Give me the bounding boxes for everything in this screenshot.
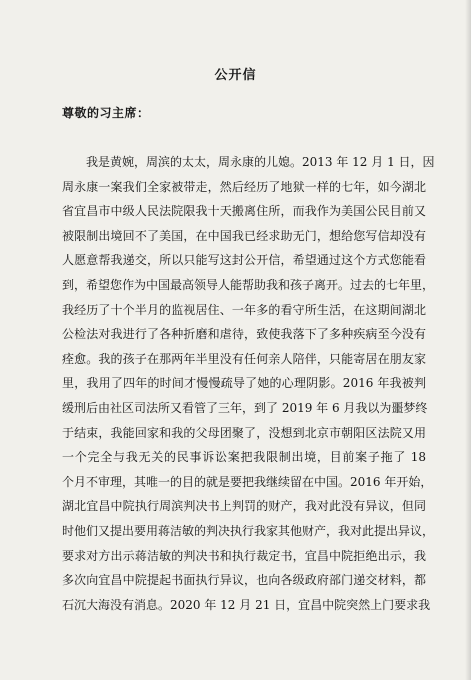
body-line: 时他们又提出要用蒋洁敏的判决执行我家其他财产，我对此提出异议， (62, 523, 435, 538)
body-line: 要求对方出示蒋洁敏的判决书和执行裁定书，宜昌中院拒绝出示，我 (62, 548, 426, 563)
body-line: 多次向宜昌中院提起书面执行异议，也向各级政府部门递交材料，都 (62, 573, 426, 588)
letter-salutation: 尊敬的习主席： (62, 106, 150, 120)
body-line: 到，希望您作为中国最高领导人能帮助我和孩子离开。过去的七年里， (62, 277, 435, 292)
body-line: 人愿意帮我递交，所以只能写这封公开信，希望通过这个方式您能看 (62, 253, 426, 268)
body-line: 被限制出境回不了美国，在中国我已经求助无门，想给您写信却没有 (62, 228, 426, 243)
body-line: 石沉大海没有消息。2020 年 12 月 21 日，宜昌中院突然上门要求我 (62, 597, 431, 612)
body-line: 周永康一案我们全家被带走，然后经历了地狱一样的七年，如今湖北 (62, 179, 426, 194)
letter-body (62, 150, 435, 617)
body-line: 于结束，我能回家和我的父母团聚了，没想到北京市朝阳区法院又用 (62, 425, 426, 440)
body-line: 一个完全与我无关的民事诉讼案把我限制出境，目前案子拖了 18 (62, 450, 426, 465)
body-line: 缓刑后由社区司法所又看管了三年，到了 2019 年 6 月我以为噩梦终 (62, 400, 428, 415)
body-line: 痊愈。我的孩子在那两年半里没有任何亲人陪伴，只能寄居在朋友家 (62, 351, 426, 366)
letter-title: 公开信 (214, 68, 257, 83)
body-line: 省宜昌市中级人民法院限我十天搬离住所，而我作为美国公民目前又 (62, 204, 426, 219)
body-line: 湖北宜昌中院执行周滨判决书上判罚的财产，我对此没有异议，但同 (62, 499, 426, 514)
page-edge-shadow (465, 0, 471, 680)
body-line: 个月不审理，其唯一的目的就是要把我继续留在中国。2016 年开始， (62, 474, 433, 489)
body-line: 我经历了十个半月的监视居住、一年多的看守所生活，在这期间湖北 (62, 302, 426, 317)
body-line: 里，我用了四年的时间才慢慢疏导了她的心理阴影。2016 年我被判 (62, 376, 426, 391)
body-line: 公检法对我进行了各种折磨和虐待，致使我落下了多种疾病至今没有 (62, 327, 426, 342)
body-line: 我是黄婉，周滨的太太，周永康的儿媳。2013 年 12 月 1 日，因 (86, 155, 435, 169)
